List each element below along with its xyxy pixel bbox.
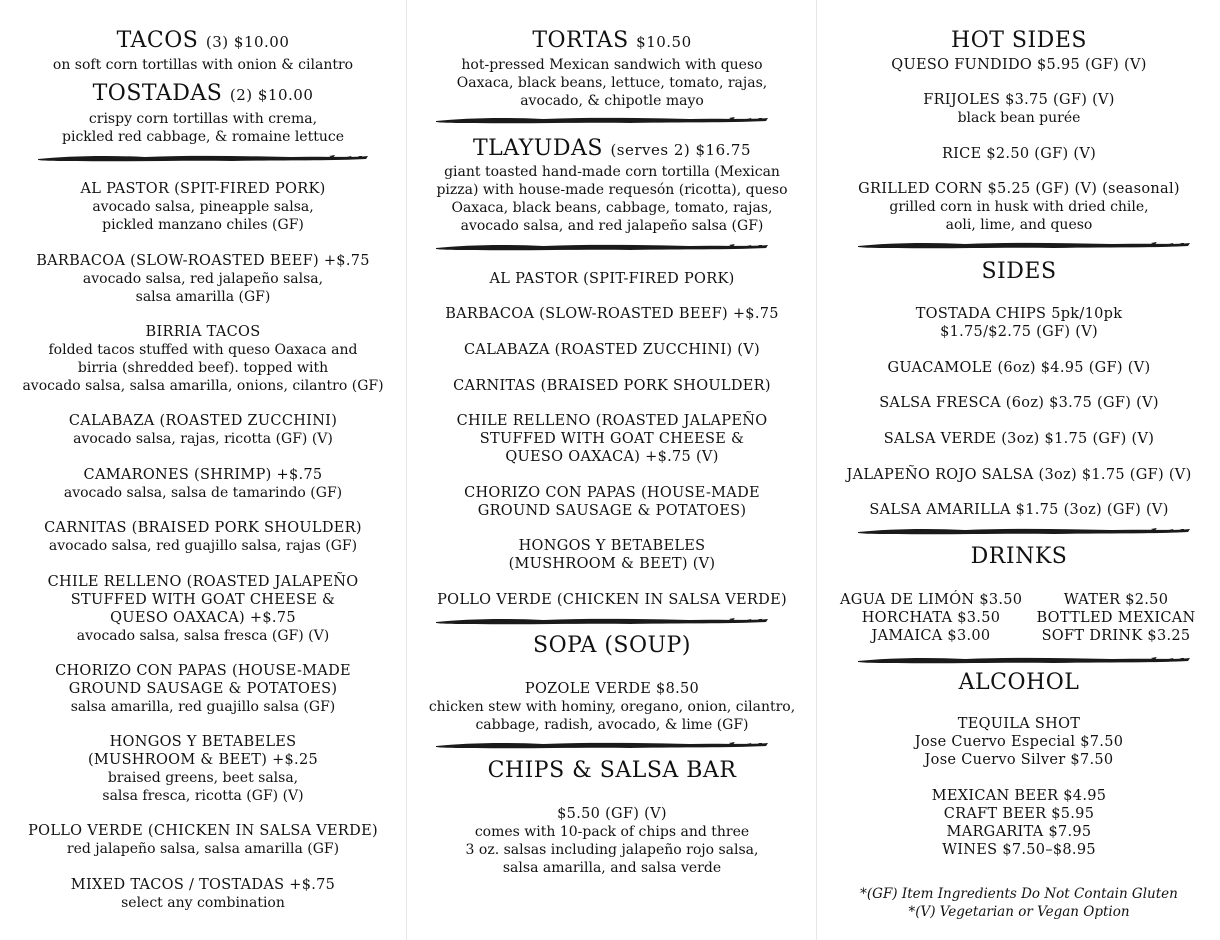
menu-column-sides [818, 0, 1220, 940]
hot-sides-heading: HOT SIDES [951, 28, 1087, 53]
side-item: GUACAMOLE (6oz) $4.95 (GF) (V) [887, 360, 1151, 376]
tlayuda-filling: CHILE RELLENO (ROASTED JALAPEÑO STUFFED WITH GOAT CHEESE & QUESO OAXACA) +$.75 (V) [456, 413, 768, 465]
menu-item: HONGOS Y BETABELES (MUSHROOM & BEET) +$.25 braised greens, beet salsa, salsa fresca, ricotta (GF) (V) [87, 734, 319, 804]
brush-divider [436, 115, 768, 125]
drinks-list-right: WATER $2.50 BOTTLED MEXICAN SOFT DRINK $3.25 [1036, 592, 1196, 644]
side-item: SALSA VERDE (3oz) $1.75 (GF) (V) [883, 431, 1155, 447]
hot-side-item: RICE $2.50 (GF) (V) [941, 146, 1097, 162]
sopa-heading: SOPA (SOUP) [533, 633, 691, 658]
menu-column-tacos [0, 0, 406, 940]
menu-item: BARBACOA (SLOW-ROASTED BEEF) +$.75 avocado salsa, red jalapeño salsa, salsa amarilla (GF) [36, 253, 370, 305]
tlayuda-filling: POLLO VERDE (CHICKEN IN SALSA VERDE) [437, 592, 787, 608]
menu-column-tortas [408, 0, 816, 940]
drinks-list-left: AGUA DE LIMÓN $3.50 HORCHATA $3.50 JAMAICA $3.00 [840, 592, 1023, 644]
sopa-item: POZOLE VERDE $8.50 chicken stew with hominy, oregano, onion, cilantro, cabbage, radish, avocado, & lime (GF) [428, 681, 796, 733]
tlayudas-description: giant toasted hand-made corn tortilla (Mexican pizza) with house-made requesón (ricotta), queso Oaxaca, black beans, cabbage, tomato, rajas, avocado salsa, and red jalapeño salsa (GF) [436, 164, 788, 234]
menu-item: CAMARONES (SHRIMP) +$.75 avocado salsa, salsa de tamarindo (GF) [63, 467, 343, 501]
tostadas-heading: TOSTADAS (2) $10.00 [92, 81, 314, 106]
menu-item: BIRRIA TACOS folded tacos stuffed with queso Oaxaca and birria (shredded beef). topped with avocado salsa, salsa amarilla, onions, cilantro (GF) [22, 324, 384, 394]
menu-item: CARNITAS (BRAISED PORK SHOULDER) avocado salsa, red guajillo salsa, rajas (GF) [44, 520, 362, 554]
drinks-heading: DRINKS [970, 544, 1068, 569]
brush-divider [858, 526, 1190, 536]
tacos-heading: TACOS (3) $10.00 [116, 28, 290, 53]
side-item: SALSA AMARILLA $1.75 (3oz) (GF) (V) [869, 502, 1169, 518]
footnotes: *(GF) Item Ingredients Do Not Contain Gluten *(V) Vegetarian or Vegan Option [860, 886, 1178, 920]
brush-divider [858, 240, 1190, 250]
menu-item: MIXED TACOS / TOSTADAS +$.75 select any combination [70, 877, 336, 911]
sides-heading: SIDES [981, 259, 1057, 284]
tlayuda-filling: CALABAZA (ROASTED ZUCCHINI) (V) [464, 342, 760, 358]
side-item: TOSTADA CHIPS 5pk/10pk $1.75/$2.75 (GF) (V) [915, 306, 1123, 340]
brush-divider [436, 616, 768, 626]
tlayuda-filling: CARNITAS (BRAISED PORK SHOULDER) [453, 378, 771, 394]
brush-divider [858, 655, 1190, 665]
side-item: SALSA FRESCA (6oz) $3.75 (GF) (V) [879, 395, 1159, 411]
beer-wine-list: MEXICAN BEER $4.95 CRAFT BEER $5.95 MARGARITA $7.95 WINES $7.50–$8.95 [931, 788, 1107, 858]
menu-item: AL PASTOR (SPIT-FIRED PORK) avocado salsa, pineapple salsa, pickled manzano chiles (GF) [80, 181, 326, 233]
tlayuda-filling: HONGOS Y BETABELES (MUSHROOM & BEET) (V) [508, 538, 716, 572]
tortas-heading: TORTAS $10.50 [532, 28, 692, 53]
menu-item: CHORIZO CON PAPAS (HOUSE-MADE GROUND SAUSAGE & POTATOES) salsa amarilla, red guajillo salsa (GF) [55, 663, 351, 715]
menu-item: CALABAZA (ROASTED ZUCCHINI) avocado salsa, rajas, ricotta (GF) (V) [68, 413, 338, 447]
side-item: JALAPEÑO ROJO SALSA (3oz) $1.75 (GF) (V) [846, 467, 1192, 483]
hot-side-item: QUESO FUNDIDO $5.95 (GF) (V) [891, 57, 1147, 73]
tortas-description: hot-pressed Mexican sandwich with queso Oaxaca, black beans, lettuce, tomato, rajas, avocado, & chipotle mayo [456, 57, 768, 109]
tostadas-description: crispy corn tortillas with crema, pickled red cabbage, & romaine lettuce [62, 111, 344, 145]
hot-side-item: FRIJOLES $3.75 (GF) (V) black bean purée [923, 92, 1115, 126]
chips-salsa-heading: CHIPS & SALSA BAR [487, 758, 737, 783]
chips-salsa-item: $5.50 (GF) (V) comes with 10-pack of chips and three 3 oz. salsas including jalapeño rojo salsa, salsa amarilla, and salsa verde [465, 806, 759, 876]
tlayuda-filling: BARBACOA (SLOW-ROASTED BEEF) +$.75 [445, 306, 779, 322]
alcohol-heading: ALCOHOL [958, 670, 1080, 695]
menu-item: POLLO VERDE (CHICKEN IN SALSA VERDE) red jalapeño salsa, salsa amarilla (GF) [28, 823, 378, 857]
tequila-list: TEQUILA SHOT Jose Cuervo Especial $7.50 Jose Cuervo Silver $7.50 [914, 716, 1124, 768]
brush-divider [436, 242, 768, 252]
menu-item: CHILE RELLENO (ROASTED JALAPEÑO STUFFED WITH GOAT CHEESE & QUESO OAXACA) +$.75 avocado salsa, salsa fresca (GF) (V) [47, 574, 359, 644]
tlayudas-heading: TLAYUDAS (serves 2) $16.75 [472, 136, 752, 161]
hot-side-item: GRILLED CORN $5.25 (GF) (V) (seasonal) grilled corn in husk with dried chile, aoli, lime, and queso [858, 181, 1180, 233]
tlayuda-filling: AL PASTOR (SPIT-FIRED PORK) [489, 271, 735, 287]
brush-divider [436, 740, 768, 750]
tlayuda-filling: CHORIZO CON PAPAS (HOUSE-MADE GROUND SAUSAGE & POTATOES) [464, 485, 760, 519]
tacos-description: on soft corn tortillas with onion & cilantro [52, 57, 354, 73]
brush-divider [38, 153, 368, 163]
